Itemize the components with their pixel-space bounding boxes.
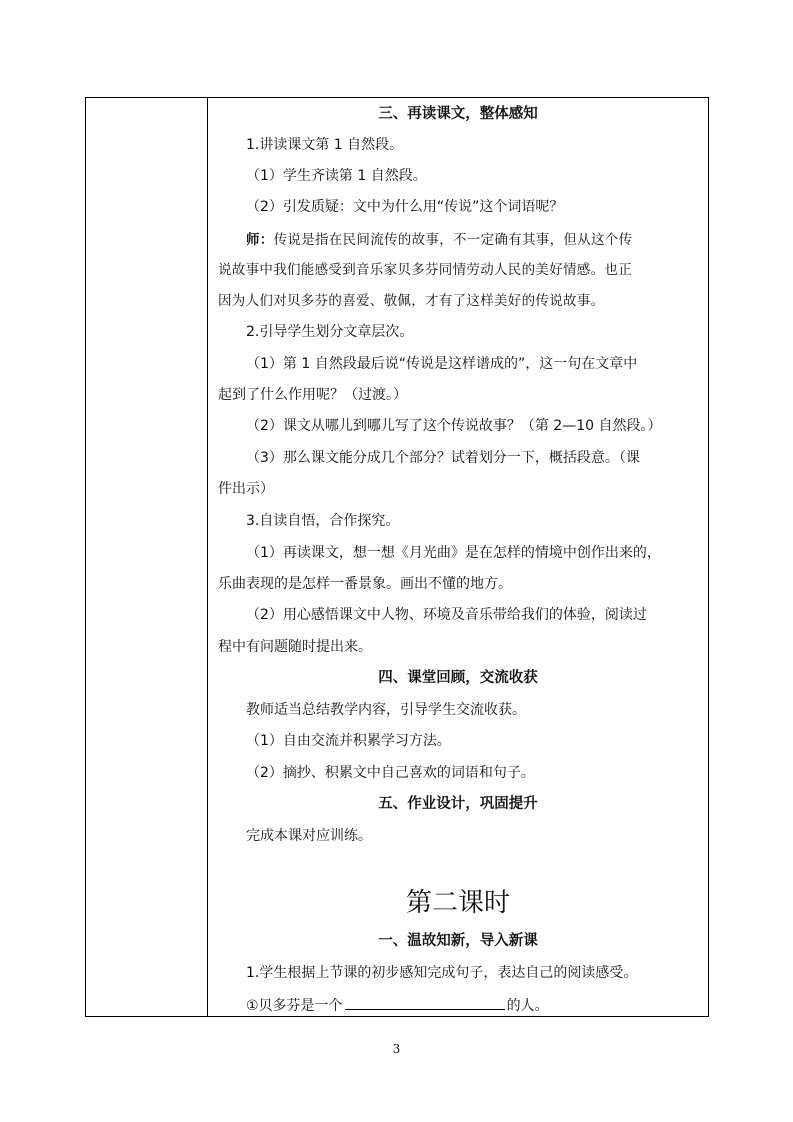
section-heading-5: 五、作业设计，巩固提升 [378,796,538,812]
teacher-note-line: 说故事中我们能感受到音乐家贝多芬同情劳动人民的美好情感。也正 [218,262,632,278]
text-line: （1）第 1 自然段最后说“传说是这样谱成的”，这一句在文章中 [246,356,638,372]
text-line: 乐曲表现的是怎样一番景象。画出不懂的地方。 [218,576,512,592]
text-line: 件出示） [218,481,274,497]
text-line: 教师适当总结教学内容，引导学生交流收获。 [246,702,526,718]
text-line: 完成本课对应训练。 [246,828,372,844]
fill-in-suffix: 的人。 [506,998,549,1014]
text-line: （2）引发质疑：文中为什么用“传说”这个词语呢？ [246,199,564,215]
teacher-note-line [208,230,708,250]
section-heading-1: 一、温故知新，导入新课 [378,933,538,949]
text-line: 1.学生根据上节课的初步感知完成句子，表达自己的阅读感受。 [246,965,638,981]
section-heading-4: 四、课堂回顾，交流收获 [378,670,538,686]
section-heading-3: 三、再读课文，整体感知 [378,106,538,122]
teacher-note-line: 因为人们对贝多芬的喜爱、敬佩，才有了这样美好的传说故事。 [218,293,605,309]
text-line: （1）再读课文，想一想《月光曲》是在怎样的情境中创作出来的， [246,545,661,561]
text-line: 2.引导学生划分文章层次。 [246,324,414,340]
fill-in-prefix: ①贝多芬是一个 [246,998,343,1014]
lesson-title-second-period: 第二课时 [405,888,510,918]
lesson-content-cell [208,98,708,1016]
text-line: （2）用心感悟课文中人物、环境及音乐带给我们的体验，阅读过 [246,607,647,623]
lesson-table [85,97,709,1017]
text-line: 起到了什么作用呢？（过渡。） [218,387,407,403]
teacher-label: 师： [246,232,274,248]
text-line: 程中有问题随时提出来。 [218,639,372,655]
teacher-note-text: 传说是指在民间流传的故事，不一定确有其事，但从这个传 [273,232,633,248]
answer-blank[interactable] [345,995,505,1010]
text-line: （2）摘抄、积累文中自己喜欢的词语和句子。 [246,765,535,781]
text-line: （2）课文从哪儿到哪儿写了这个传说故事？（第 2—10 自然段。） [246,418,662,434]
text-line: （3）那么课文能分成几个部分？试着划分一下，概括段意。（课 [246,450,640,466]
text-line: 1.讲读课文第 1 自然段。 [246,137,404,153]
page-number: 3 [392,1042,401,1056]
text-line: （1）学生齐读第 1 自然段。 [246,168,427,184]
text-line: （1）自由交流并积累学习方法。 [246,733,451,749]
fill-in-sentence [208,995,708,1015]
text-line: 3.自读自悟，合作探究。 [246,513,400,529]
